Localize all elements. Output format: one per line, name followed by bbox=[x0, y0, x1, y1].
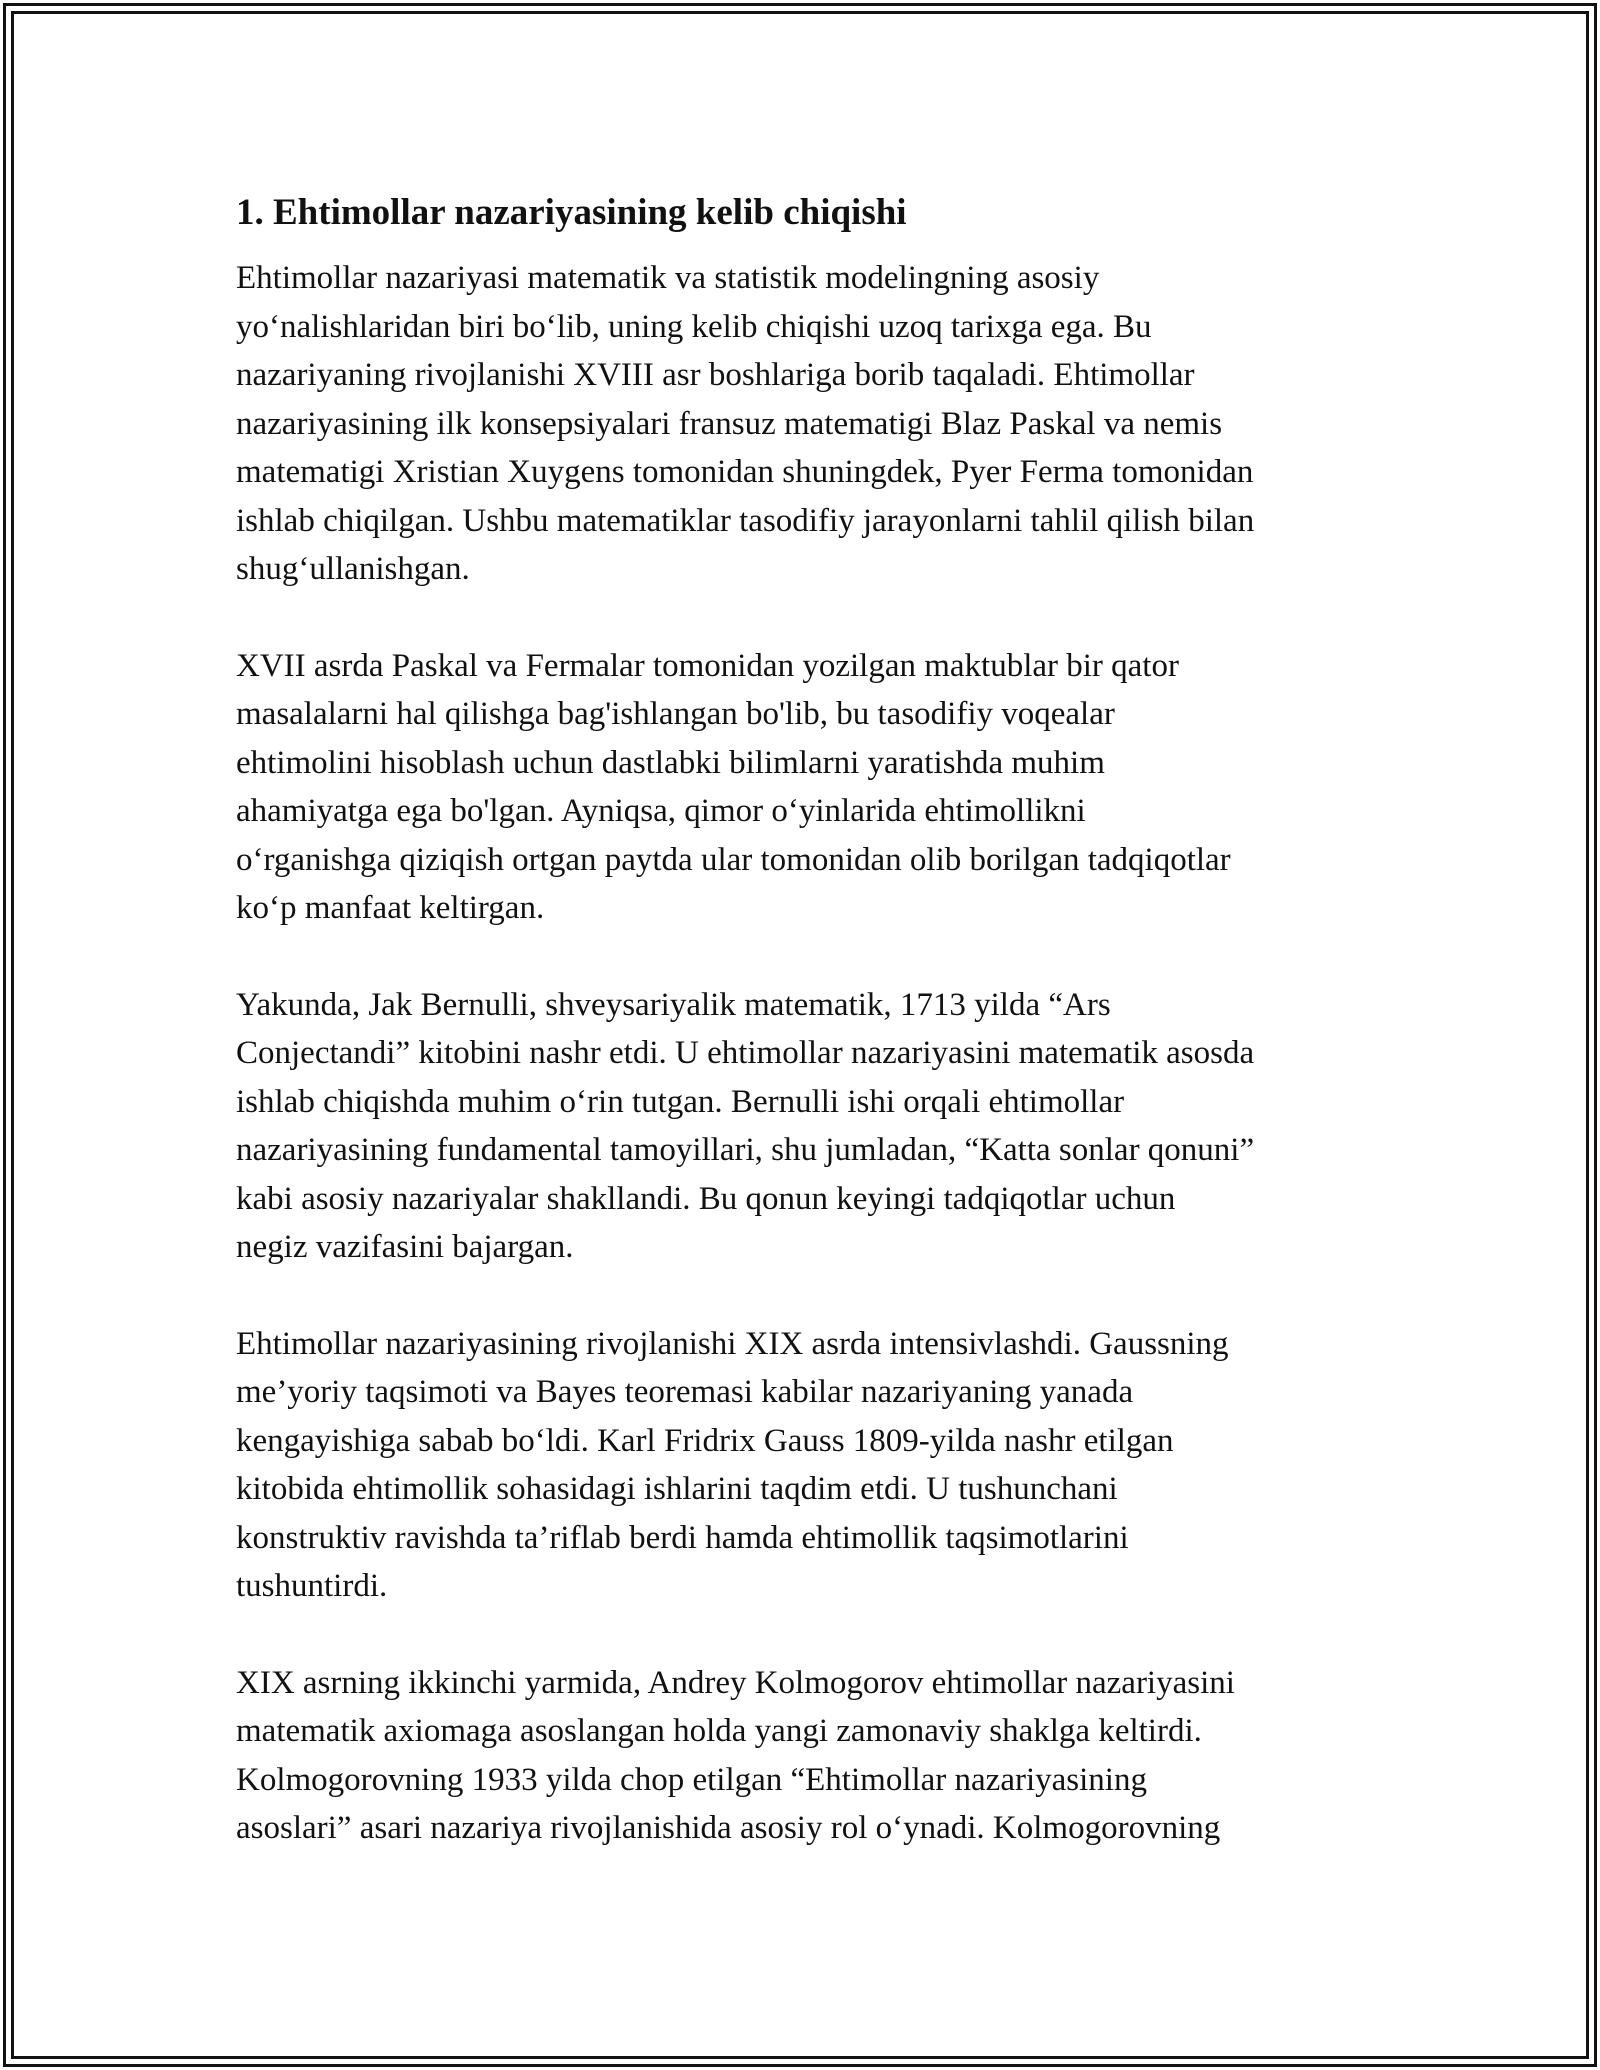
paragraph-line: asoslari” asari nazariya rivojlanishida asosiy rol o‘ynadi. Kolmogorovning bbox=[236, 1810, 1221, 1846]
paragraph bbox=[236, 981, 1386, 1272]
paragraph-line: ehtimolini hisoblash uchun dastlabki bilimlarni yaratishda muhim bbox=[236, 744, 1105, 781]
paragraph-line: nazariyasining ilk konsepsiyalari fransuz matematigi Blaz Paskal va nemis bbox=[236, 405, 1223, 442]
paragraph bbox=[236, 642, 1386, 933]
paragraph-line: XIX asrning ikkinchi yarmida, Andrey Kolmogorov ehtimollar nazariyasini bbox=[236, 1664, 1235, 1701]
paragraph-line: kabi asosiy nazariyalar shakllandi. Bu qonun keyingi tadqiqotlar uchun bbox=[236, 1180, 1176, 1217]
paragraph-line: shug‘ullanishgan. bbox=[236, 551, 470, 587]
paragraph-line: me’yoriy taqsimoti va Bayes teoremasi kabilar nazariyaning yanada bbox=[236, 1374, 1134, 1410]
section-title: 1. Ehtimollar nazariyasining kelib chiqishi bbox=[236, 192, 907, 233]
paragraph bbox=[236, 254, 1386, 594]
paragraph-line: ahamiyatga ega bo'lgan. Ayniqsa, qimor o‘yinlarida ehtimollikni bbox=[236, 793, 1086, 829]
paragraph-line: nazariyasining fundamental tamoyillari, shu jumladan, “Katta sonlar qonuni” bbox=[236, 1132, 1255, 1168]
paragraph-line: ishlab chiqishda muhim o‘rin tutgan. Bernulli ishi orqali ehtimollar bbox=[236, 1083, 1125, 1120]
paragraph-line: XVII asrda Paskal va Fermalar tomonidan yozilgan maktublar bir qator bbox=[236, 647, 1179, 684]
document-body bbox=[236, 186, 1386, 1901]
paragraph-line: ishlab chiqilgan. Ushbu matematiklar tasodifiy jarayonlarni tahlil qilish bilan bbox=[236, 502, 1255, 539]
paragraph-line: konstruktiv ravishda ta’riflab berdi hamda ehtimollik taqsimotlarini bbox=[236, 1519, 1129, 1556]
paragraph-line: negiz vazifasini bajargan. bbox=[236, 1229, 574, 1265]
paragraph-line: Conjectandi” kitobini nashr etdi. U ehtimollar nazariyasini matematik asosda bbox=[236, 1035, 1255, 1071]
paragraph-line: kengayishiga sabab bo‘ldi. Karl Fridrix Gauss 1809-yilda nashr etilgan bbox=[236, 1422, 1174, 1459]
paragraph-line: o‘rganishga qiziqish ortgan paytda ular tomonidan olib borilgan tadqiqotlar bbox=[236, 841, 1231, 878]
paragraph-line: tushuntirdi. bbox=[236, 1568, 388, 1604]
paragraph-line: matematigi Xristian Xuygens tomonidan shuningdek, Pyer Ferma tomonidan bbox=[236, 454, 1254, 490]
paragraph-line: ko‘p manfaat keltirgan. bbox=[236, 890, 545, 926]
paragraph-line: yo‘nalishlaridan biri bo‘lib, uning kelib chiqishi uzoq tarixga ega. Bu bbox=[236, 308, 1152, 345]
paragraph bbox=[236, 1659, 1386, 1853]
paragraph-line: matematik axiomaga asoslangan holda yangi zamonaviy shaklga keltirdi. bbox=[236, 1713, 1202, 1749]
paragraph-line: Ehtimollar nazariyasi matematik va statistik modelingning asosiy bbox=[236, 260, 1100, 296]
paragraph-list bbox=[236, 254, 1386, 1853]
paragraph bbox=[236, 1320, 1386, 1611]
paragraph-line: nazariyaning rivojlanishi XVIII asr boshlariga borib taqaladi. Ehtimollar bbox=[236, 357, 1195, 393]
paragraph-line: Kolmogorovning 1933 yilda chop etilgan “Ehtimollar nazariyasining bbox=[236, 1761, 1147, 1798]
paragraph-line: kitobida ehtimollik sohasidagi ishlarini taqdim etdi. U tushunchani bbox=[236, 1471, 1118, 1507]
paragraph-line: masalalarni hal qilishga bag'ishlangan bo'lib, bu tasodifiy voqealar bbox=[236, 696, 1115, 732]
paragraph-line: Ehtimollar nazariyasining rivojlanishi XIX asrda intensivlashdi. Gaussning bbox=[236, 1325, 1229, 1362]
paragraph-line: Yakunda, Jak Bernulli, shveysariyalik matematik, 1713 yilda “Ars bbox=[236, 986, 1111, 1023]
